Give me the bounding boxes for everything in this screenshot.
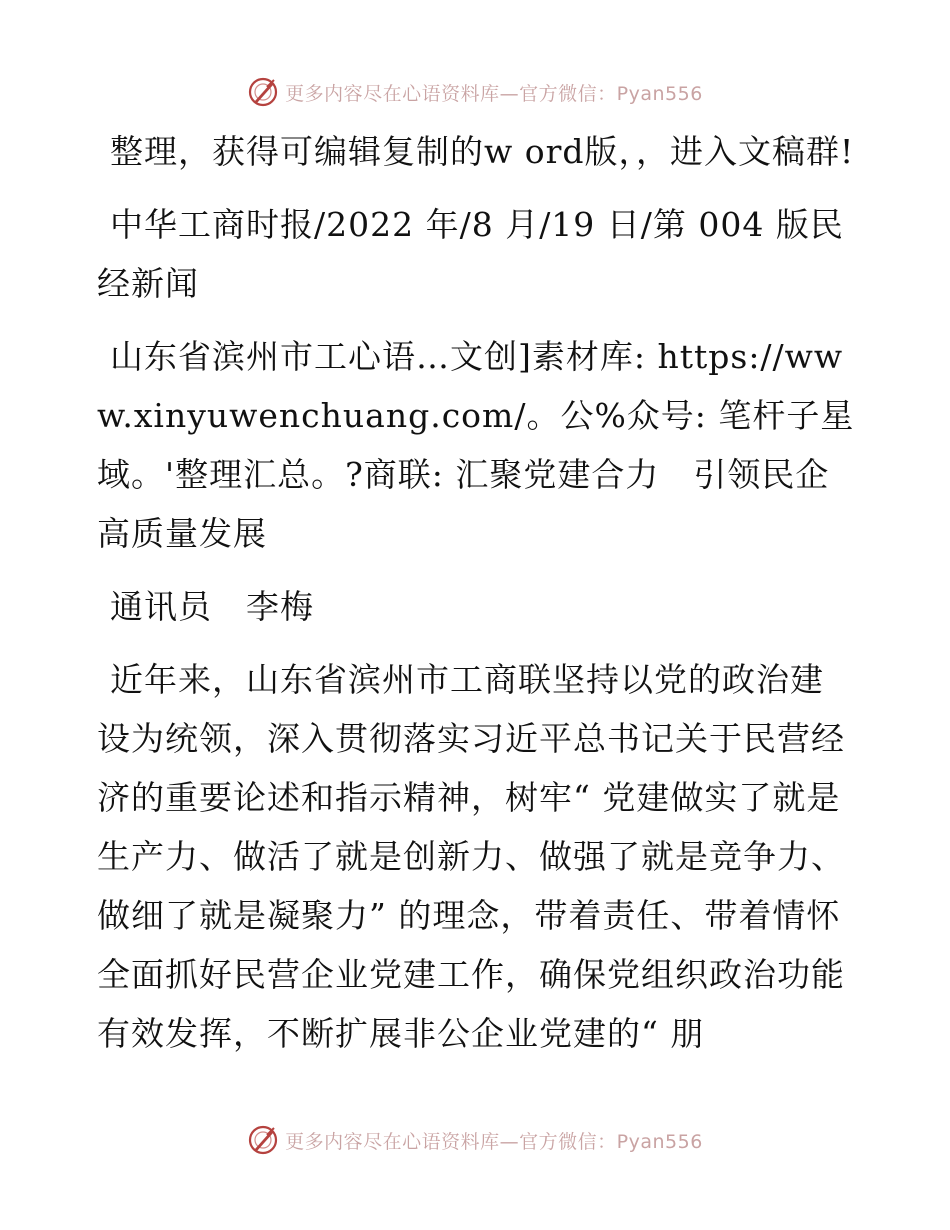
footer-banner-text: 更多内容尽在心语资料库—官方微信：Pyan556 — [285, 1130, 703, 1153]
header-banner-text: 更多内容尽在心语资料库—官方微信：Pyan556 — [285, 82, 703, 105]
paragraph-body: 近年来，山东省滨州市工商联坚持以党的政治建设为统领，深入贯彻落实习近平总书记关于民营经济的重要论述和指示精神，树牢“ 党建做实了就是生产力、做活了就是创新力、做强了就是竞争力、做细了就是凝聚力” 的理念，带着责任、带着情怀全面抓好民营企业党建工作，确保党组织政治功能有效发挥，不断扩展非公企业党建的“ 朋 — [97, 660, 845, 1053]
document-body — [97, 122, 857, 1077]
quill-seal-icon — [247, 1124, 279, 1156]
paragraph-title: 山东省滨州市工心语…文创]素材库: https://www.xinyuwenchuang.com/。公%众号: 笔杆子星域。'整理汇总。?商联: 汇聚党建合力 引领民企高质量发展 — [97, 337, 855, 553]
paragraph-byline: 通讯员 李梅 — [110, 587, 314, 626]
footer-watermark-banner — [0, 1120, 950, 1160]
paragraph-source: 中华工商时报/2022 年/8 月/19 日/第 004 版民经新闻 — [97, 205, 844, 303]
quill-seal-icon — [247, 76, 279, 108]
paragraph-intro: 整理，获得可编辑复制的w ord版，，进入文稿群! — [110, 132, 855, 171]
header-watermark-banner — [0, 72, 950, 112]
